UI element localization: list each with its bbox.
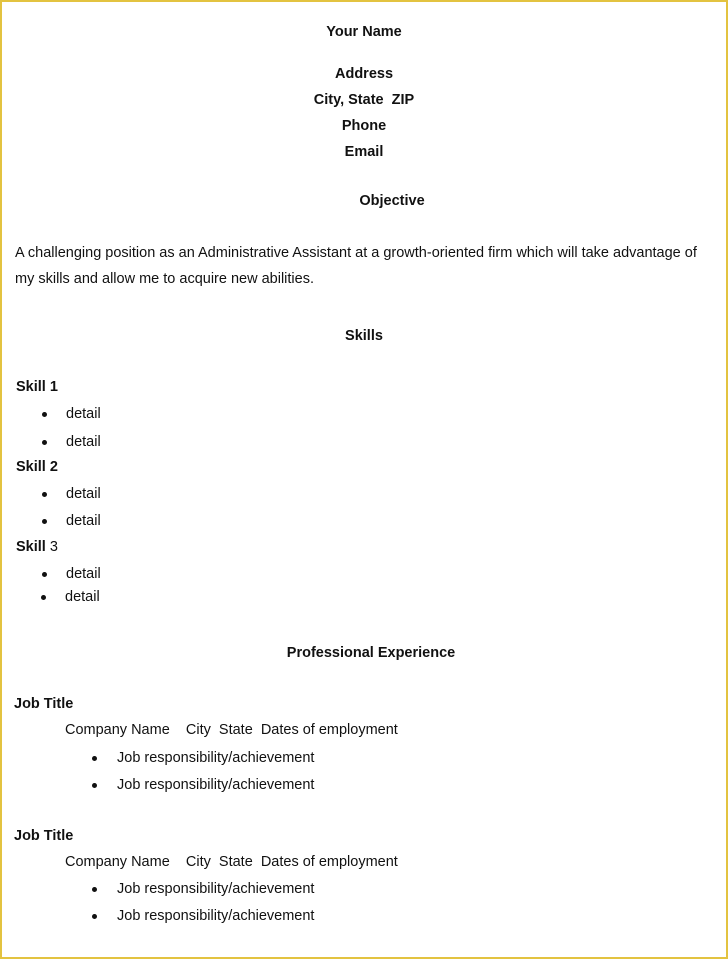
bullet-icon: [42, 440, 47, 445]
phone: Phone: [341, 118, 387, 134]
bullet-icon: [92, 783, 97, 788]
bullet-icon: [92, 887, 97, 892]
skill-title: Skill 1: [16, 379, 58, 395]
objective-line-1: A challenging position as an Administrative Assistant at a growth-oriented firm which will take advantage of: [15, 245, 697, 261]
experience-heading: Professional Experience: [286, 645, 456, 661]
job-responsibility: Job responsibility/achievement: [117, 881, 315, 897]
company-line: Company Name City State Dates of employment: [65, 854, 398, 870]
skill-detail: detail: [66, 513, 101, 529]
bullet-icon: [42, 492, 47, 497]
job-responsibility: Job responsibility/achievement: [117, 750, 315, 766]
job-title: Job Title: [14, 696, 74, 712]
skill-detail: detail: [66, 486, 101, 502]
skills-heading: Skills: [345, 328, 383, 344]
skill-detail: detail: [66, 566, 101, 582]
objective-heading: Objective: [359, 193, 425, 209]
skill-title: Skill 2: [16, 459, 58, 475]
bullet-icon: [42, 412, 47, 417]
skill-detail: detail: [66, 434, 101, 450]
bullet-icon: [42, 572, 47, 577]
city-state-zip: City, State ZIP: [313, 92, 415, 108]
job-responsibility: Job responsibility/achievement: [117, 777, 315, 793]
company-line: Company Name City State Dates of employment: [65, 722, 398, 738]
job-responsibility: Job responsibility/achievement: [117, 908, 315, 924]
skill-detail: detail: [66, 406, 101, 422]
email: Email: [344, 144, 384, 160]
bullet-icon: [41, 595, 46, 600]
skill-detail: detail: [65, 589, 100, 605]
objective-line-2: my skills and allow me to acquire new abilities.: [15, 271, 314, 287]
bullet-icon: [92, 756, 97, 761]
address: Address: [334, 66, 394, 82]
bullet-icon: [42, 519, 47, 524]
bullet-icon: [92, 914, 97, 919]
skill-title: Skill 3: [16, 539, 58, 555]
job-title: Job Title: [14, 828, 74, 844]
resume-name: Your Name: [326, 24, 402, 40]
